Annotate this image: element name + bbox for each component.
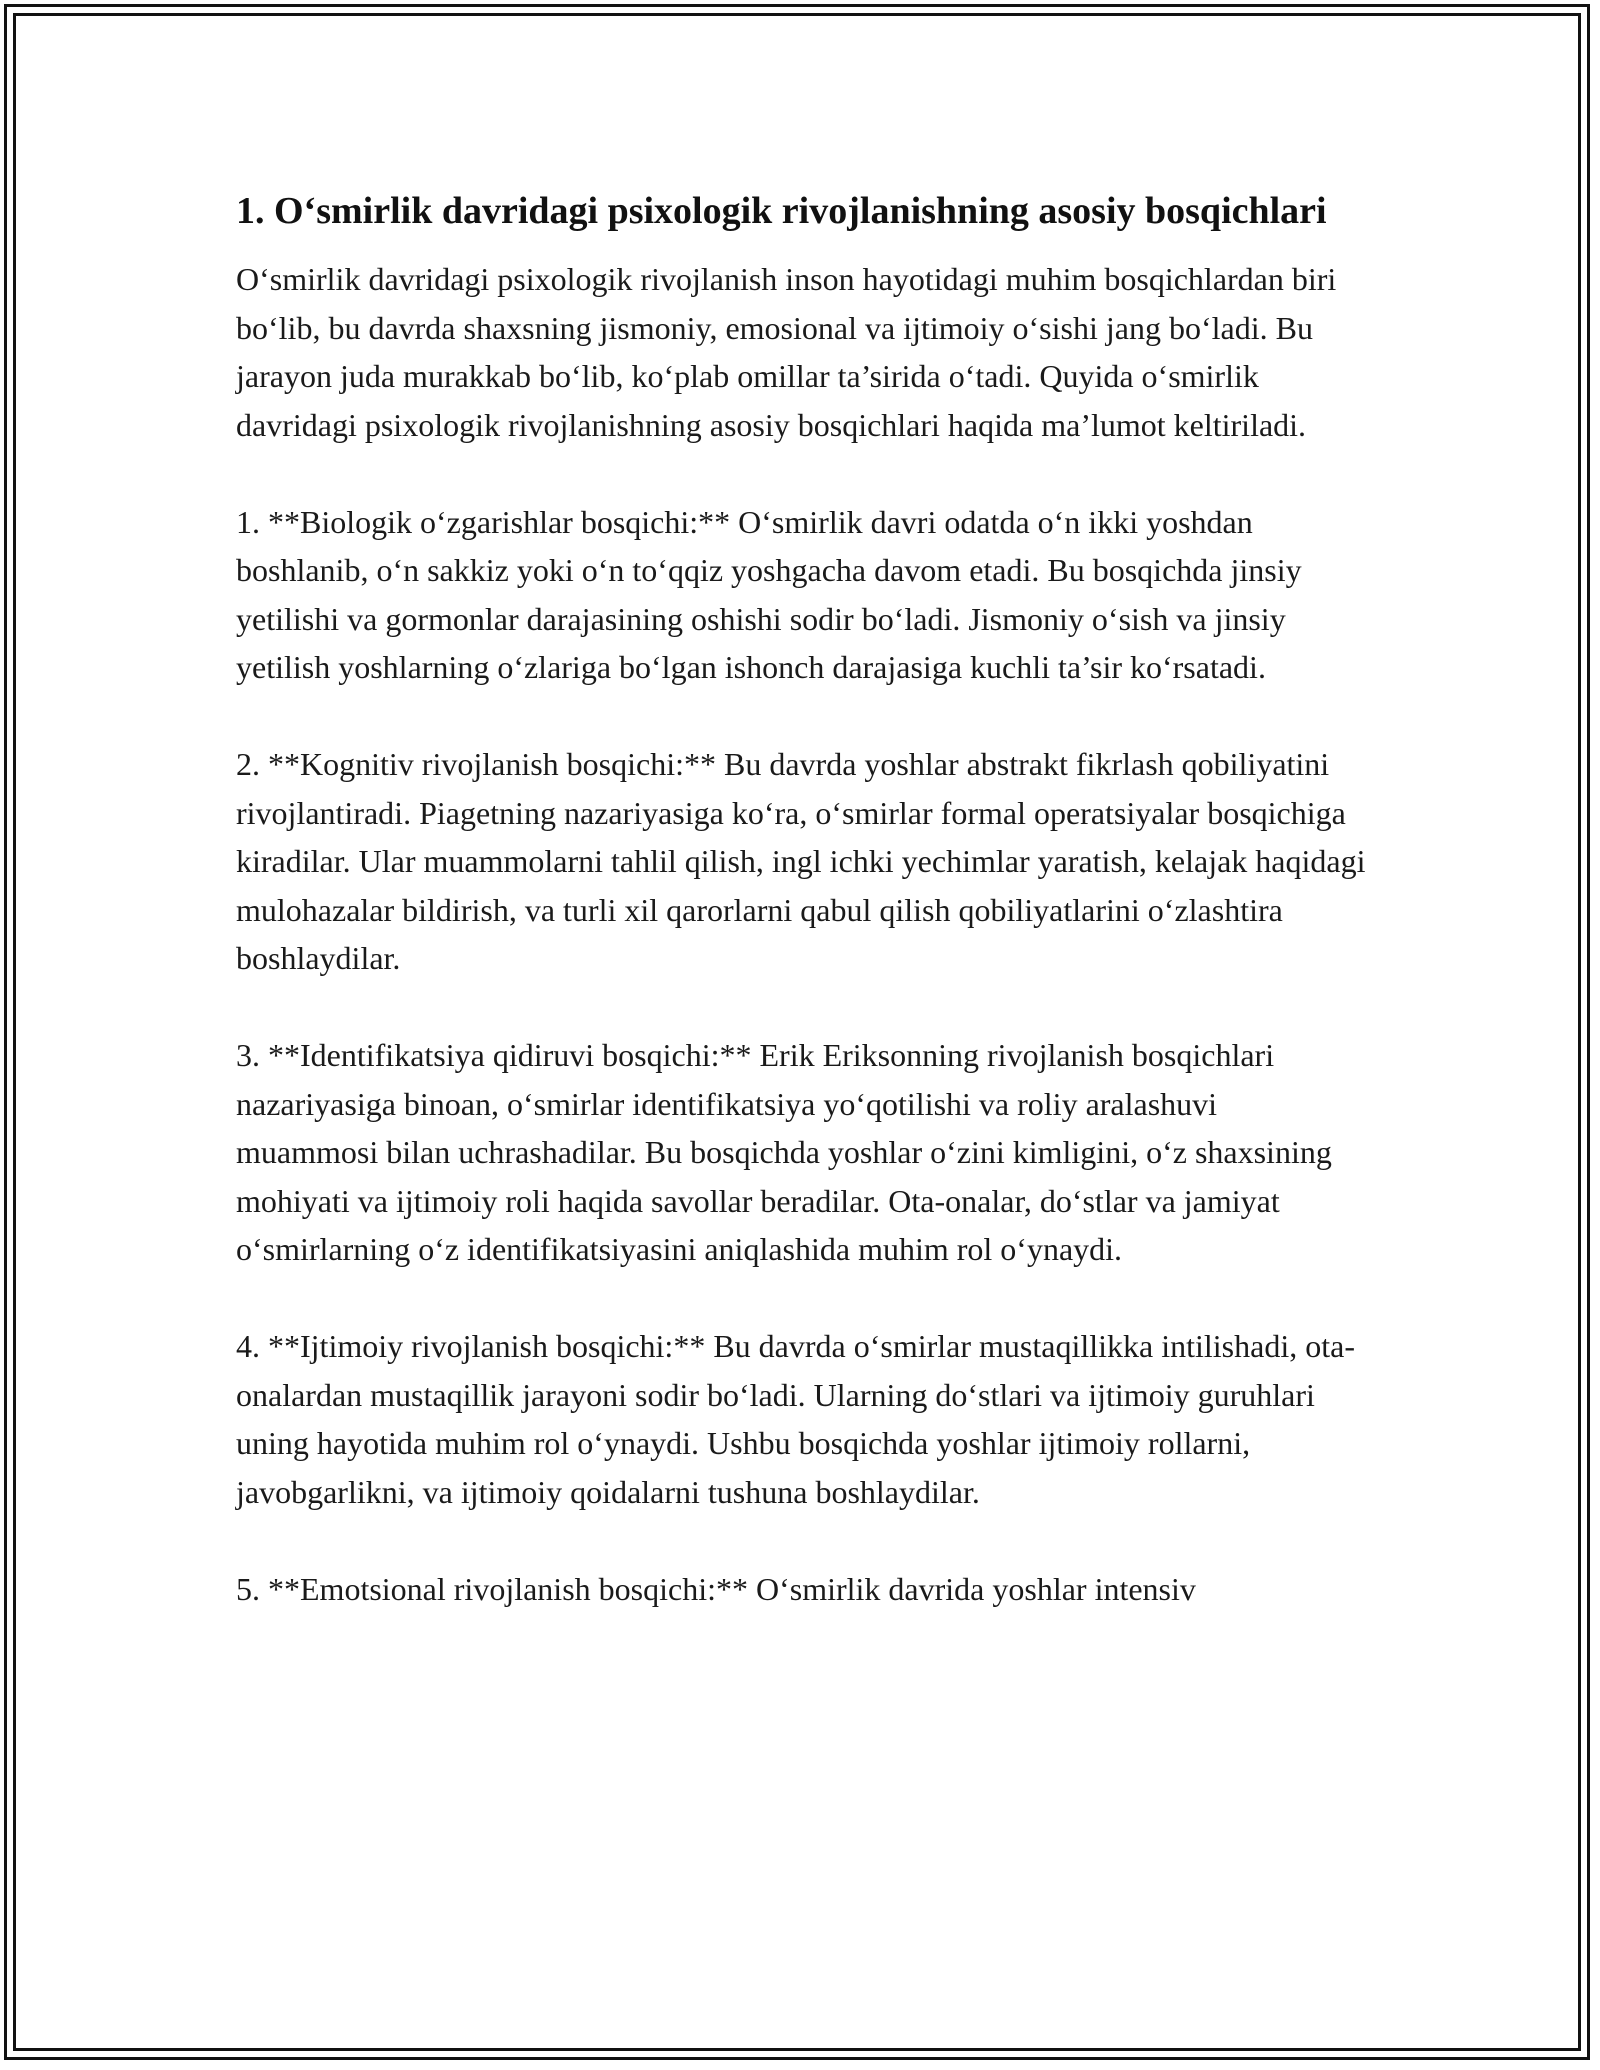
document-body	[236, 184, 1366, 1662]
intro-paragraph: O‘smirlik davridagi psixologik rivojlanish inson hayotidagi muhim bosqichlardan biri bo‘lib, bu davrda shaxsning jismoniy, emosional va ijtimoiy o‘sishi jang bo‘ladi. Bu jarayon juda murakkab bo‘lib, ko‘plab omillar ta’sirida o‘tadi. Quyida o‘smirlik davridagi psixologik rivojlanishning asosiy bosqichlari haqida ma’lumot keltiriladi.	[236, 261, 1337, 443]
paragraph-identity-stage: 3. **Identifikatsiya qidiruvi bosqichi:** Erik Eriksonning rivojlanish bosqichlari nazariyasiga binoan, o‘smirlar identifikatsiya yo‘qotilishi va roliy aralashuvi muammosi bilan uchrashadilar. Bu bosqichda yoshlar o‘zini kimligini, o‘z shaxsining mohiyati va ijtimoiy roli haqida savollar beradilar. Ota-onalar, do‘stlar va jamiyat o‘smirlarning o‘z identifikatsiyasini aniqlashida muhim rol o‘ynaydi.	[236, 1037, 1332, 1267]
section-heading: 1. O‘smirlik davridagi psixologik rivojlanishning asosiy bosqichlari	[236, 190, 1327, 232]
paragraph-emotional-stage: 5. **Emotsional rivojlanish bosqichi:** O‘smirlik davrida yoshlar intensiv	[236, 1570, 1196, 1607]
paragraph-biological-stage: 1. **Biologik o‘zgarishlar bosqichi:** O‘smirlik davri odatda o‘n ikki yoshdan boshlanib, o‘n sakkiz yoki o‘n to‘qqiz yoshgacha davom etadi. Bu bosqichda jinsiy yetilishi va gormonlar darajasining oshishi sodir bo‘ladi. Jismoniy o‘sish va jinsiy yetilish yoshlarning o‘zlariga bo‘lgan ishonch darajasiga kuchli ta’sir ko‘rsatadi.	[236, 503, 1302, 685]
paragraph-cognitive-stage: 2. **Kognitiv rivojlanish bosqichi:** Bu davrda yoshlar abstrakt fikrlash qobiliyatini rivojlantiradi. Piagetning nazariyasiga ko‘ra, o‘smirlar formal operatsiyalar bosqichiga kiradilar. Ular muammolarni tahlil qilish, ingl ichki yechimlar yaratish, kelajak haqidagi mulohazalar bildirish, va turli xil qarorlarni qabul qilish qobiliyatlarini o‘zlashtira boshlaydilar.	[236, 746, 1366, 976]
paragraph-social-stage: 4. **Ijtimoiy rivojlanish bosqichi:** Bu davrda o‘smirlar mustaqillikka intilishadi, ota-onalardan mustaqillik jarayoni sodir bo‘ladi. Ularning do‘stlari va ijtimoiy guruhlari uning hayotida muhim rol o‘ynaydi. Ushbu bosqichda yoshlar ijtimoiy rollarni, javobgarlikni, va ijtimoiy qoidalarni tushuna boshlaydilar.	[236, 1328, 1355, 1510]
